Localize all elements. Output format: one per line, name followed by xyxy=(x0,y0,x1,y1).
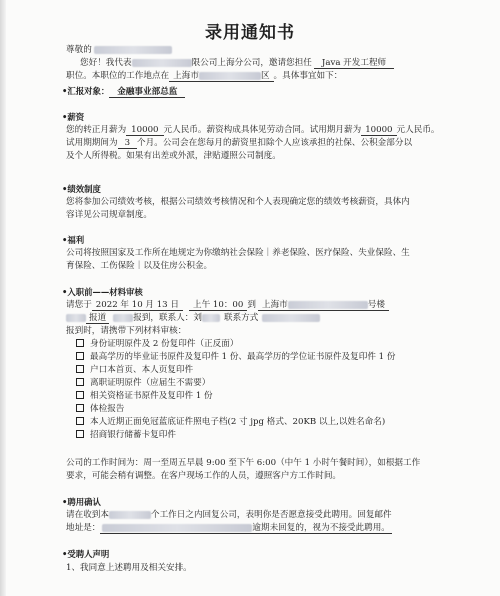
benefits-heading: •福利 xyxy=(62,235,85,245)
redacted-floor xyxy=(66,314,86,322)
checklist-item: 相关资格证书原件及复印件 1 份 xyxy=(76,391,213,402)
hours-line-1: 公司的工作时间为：周一至周五早晨 9:00 至下午 6:00（中午 1 小时午餐时间），如根据工作 xyxy=(66,458,421,468)
redacted-location xyxy=(199,72,261,80)
confirm-line-1: 请在收到本 个工作日之内回复公司，表明你是否愿意接受此聘用。回复邮件 xyxy=(66,510,392,520)
salary-line-1: 您的转正月薪为 10000 元人民币。薪资构成具体见劳动合同。试用期月薪为 10000 元人民币。 xyxy=(66,125,440,135)
intro-line-2: 职位。本职位的工作地点在 上海市 区 。具体事宜如下： xyxy=(66,71,343,81)
checkbox-icon xyxy=(76,404,84,412)
benefits-line-1: 公司将按照国家及工作所在地规定为你缴纳社会保险｜养老保险、医疗保险、失业保险、生 xyxy=(66,248,410,258)
document-title: 录用通知书 xyxy=(205,23,295,43)
checkbox-icon xyxy=(76,352,84,360)
salary-heading: •薪资 xyxy=(62,112,85,122)
probation-salary: 10000 xyxy=(361,125,396,136)
checklist-item: 最高学历的毕业证书原件及复印件 1 份、最高学历的学位证书原件及复印件 1 份 xyxy=(76,352,395,363)
intro-line-1: 您好！我代表 限公司上海分公司，邀请您担任 Java 开发工程师 xyxy=(80,58,394,69)
checklist-item: 体检报告 xyxy=(76,404,124,415)
performance-line-1: 您将参加公司绩效考核，根据公司绩效考核情况和个人表现确定您的绩效考核薪资，具体内 xyxy=(66,197,410,207)
checklist-item: 户口本首页、本人页复印件 xyxy=(76,365,193,376)
page-shadow xyxy=(0,0,6,596)
checklist-item: 离职证明原件（应届生不需要） xyxy=(76,378,210,389)
hours-line-2: 要求，可能会稍有调整。在客户现场工作的人员，遵照客户方工作时间。 xyxy=(66,471,342,481)
confirm-line-2: 地址是： 逾期未回复的，视为不接受此聘用。 xyxy=(66,523,390,533)
reply-email: 逾期未回复的，视为不接受此聘用。 xyxy=(100,523,392,534)
performance-heading: •绩效制度 xyxy=(62,184,101,194)
statement-line-1: 1、我同意上述聘用及相关安排。 xyxy=(66,563,192,573)
redacted-name xyxy=(94,46,172,54)
onboard-date: 2022 年 10 月 13 日 xyxy=(92,300,183,311)
salary-line-2: 试用期期间为 3 个月。公司会在您每月的薪资里扣除个人应该承担的社保、公积金部分以 xyxy=(66,138,413,148)
statement-heading: •受聘人声明 xyxy=(62,549,110,559)
position-value: Java 开发工程师 xyxy=(314,58,394,69)
checkbox-icon xyxy=(76,430,84,438)
location-value: 上海市 区 xyxy=(169,71,273,82)
regular-salary: 10000 xyxy=(126,125,163,136)
redacted-company xyxy=(132,59,192,67)
redacted-address xyxy=(288,301,368,309)
benefits-line-2: 育保险、工伤保险｜以及住房公积金。 xyxy=(66,261,213,271)
checkbox-icon xyxy=(76,365,84,373)
report-value: 金融事业部总监 xyxy=(109,87,185,98)
salary-line-3: 及个人所得税。如果有出差或外派，津贴遵照公司制度。 xyxy=(66,151,281,161)
onboard-line-1: 请您于 2022 年 10 月 13 日 上午 10：00 到 上海市 号楼 xyxy=(66,300,389,311)
checkbox-icon xyxy=(76,339,84,347)
checklist-item: 本人近期正面免冠蓝底证件照电子档(2 寸 jpg 格式、20KB 以上,以姓名命名) xyxy=(76,417,385,428)
redacted-email xyxy=(102,524,252,532)
greeting: 尊敬的 xyxy=(66,45,172,56)
redacted-phone xyxy=(262,314,320,322)
report-line: •汇报对象： 金融事业部总监 xyxy=(62,86,185,98)
performance-line-2: 容详见公司规章制度。 xyxy=(66,210,152,220)
checklist-item: 招商银行储蓄卡复印件 xyxy=(76,430,176,441)
checkbox-icon xyxy=(76,378,84,386)
redacted-days xyxy=(109,511,151,519)
onboard-time: 上午 10：00 xyxy=(189,300,247,311)
probation-period: 3 xyxy=(118,138,137,149)
checklist-item: 身份证明原件及 2 份复印件（正反面） xyxy=(76,339,238,350)
checkbox-icon xyxy=(76,391,84,399)
onboard-address: 上海市 号楼 xyxy=(258,300,389,311)
onboard-line-3: 报到时，请携带下列材料审核： xyxy=(66,326,187,336)
confirm-heading: •聘用确认 xyxy=(62,497,101,507)
redacted-room xyxy=(113,314,133,322)
onboard-heading: •入职前——材料审核 xyxy=(62,287,143,297)
redacted-contact xyxy=(202,314,220,322)
onboard-line-2: 报道 报到，联系人：刘 联系方式 xyxy=(66,313,320,324)
checkbox-icon xyxy=(76,417,84,425)
